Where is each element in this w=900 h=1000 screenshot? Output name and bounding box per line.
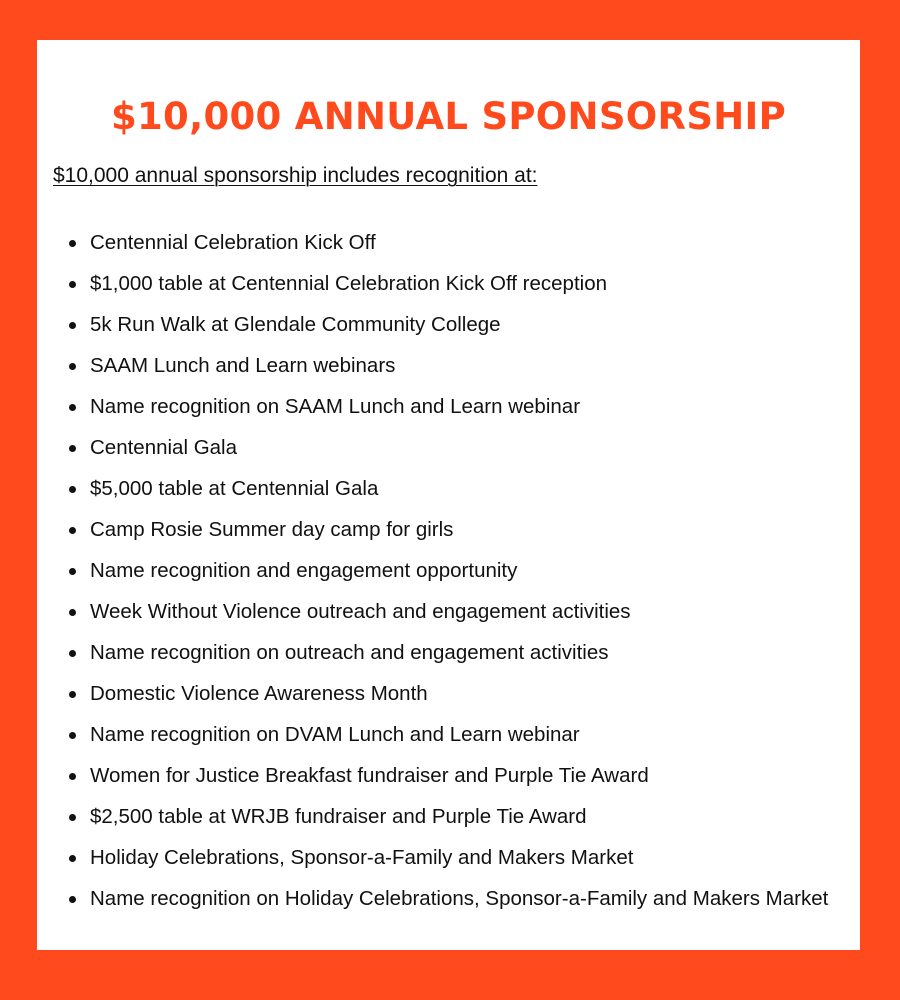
list-item-label: $5,000 table at Centennial Gala	[90, 477, 379, 500]
list-item-label: Name recognition and engagement opportunity	[90, 559, 518, 582]
list-item-label: Domestic Violence Awareness Month	[90, 682, 428, 705]
list-item-label: SAAM Lunch and Learn webinars	[90, 354, 396, 377]
list-item-label: Camp Rosie Summer day camp for girls	[90, 518, 454, 541]
list-item-label: Name recognition on outreach and engagement activities	[90, 641, 609, 664]
bullet-icon	[69, 568, 76, 575]
intro-text: $10,000 annual sponsorship includes recognition at:	[53, 164, 538, 187]
bullet-icon	[69, 486, 76, 493]
list-item	[37, 878, 828, 919]
list-item-label: Centennial Gala	[90, 436, 238, 459]
list-item	[37, 591, 828, 632]
sponsorship-card	[37, 40, 860, 950]
list-item	[37, 755, 828, 796]
list-item	[37, 304, 828, 345]
bullet-icon	[69, 814, 76, 821]
list-item-label: Women for Justice Breakfast fundraiser and Purple Tie Award	[90, 764, 649, 787]
list-item-label: Name recognition on SAAM Lunch and Learn webinar	[90, 395, 581, 418]
bullet-icon	[69, 281, 76, 288]
list-item	[37, 345, 828, 386]
bullet-icon	[69, 322, 76, 329]
bullet-icon	[69, 363, 76, 370]
bullet-icon	[69, 732, 76, 739]
bullet-icon	[69, 896, 76, 903]
list-item-label: Centennial Celebration Kick Off	[90, 231, 376, 254]
list-item	[37, 386, 828, 427]
list-item-label: Holiday Celebrations, Sponsor-a-Family and Makers Market	[90, 846, 634, 869]
list-item	[37, 427, 828, 468]
bullet-icon	[69, 404, 76, 411]
list-item-label: 5k Run Walk at Glendale Community College	[90, 313, 501, 336]
bullet-icon	[69, 609, 76, 616]
bullet-icon	[69, 445, 76, 452]
list-item	[37, 509, 828, 550]
list-item	[37, 673, 828, 714]
bullet-icon	[69, 240, 76, 247]
list-item-label: $1,000 table at Centennial Celebration Kick Off reception	[90, 272, 608, 295]
recognition-list	[37, 222, 828, 919]
bullet-icon	[69, 691, 76, 698]
list-item-label: Week Without Violence outreach and engagement activities	[90, 600, 631, 623]
list-item-label: Name recognition on DVAM Lunch and Learn webinar	[90, 723, 580, 746]
list-item	[37, 796, 828, 837]
list-item	[37, 468, 828, 509]
list-item	[37, 550, 828, 591]
list-item	[37, 222, 828, 263]
list-item	[37, 714, 828, 755]
list-item	[37, 263, 828, 304]
bullet-icon	[69, 855, 76, 862]
bullet-icon	[69, 773, 76, 780]
list-item-label: Name recognition on Holiday Celebrations, Sponsor-a-Family and Makers Market	[90, 887, 829, 910]
bullet-icon	[69, 650, 76, 657]
list-item-label: $2,500 table at WRJB fundraiser and Purple Tie Award	[90, 805, 587, 828]
page-title: $10,000 ANNUAL SPONSORSHIP	[110, 95, 787, 138]
list-item	[37, 632, 828, 673]
bullet-icon	[69, 527, 76, 534]
list-item	[37, 837, 828, 878]
